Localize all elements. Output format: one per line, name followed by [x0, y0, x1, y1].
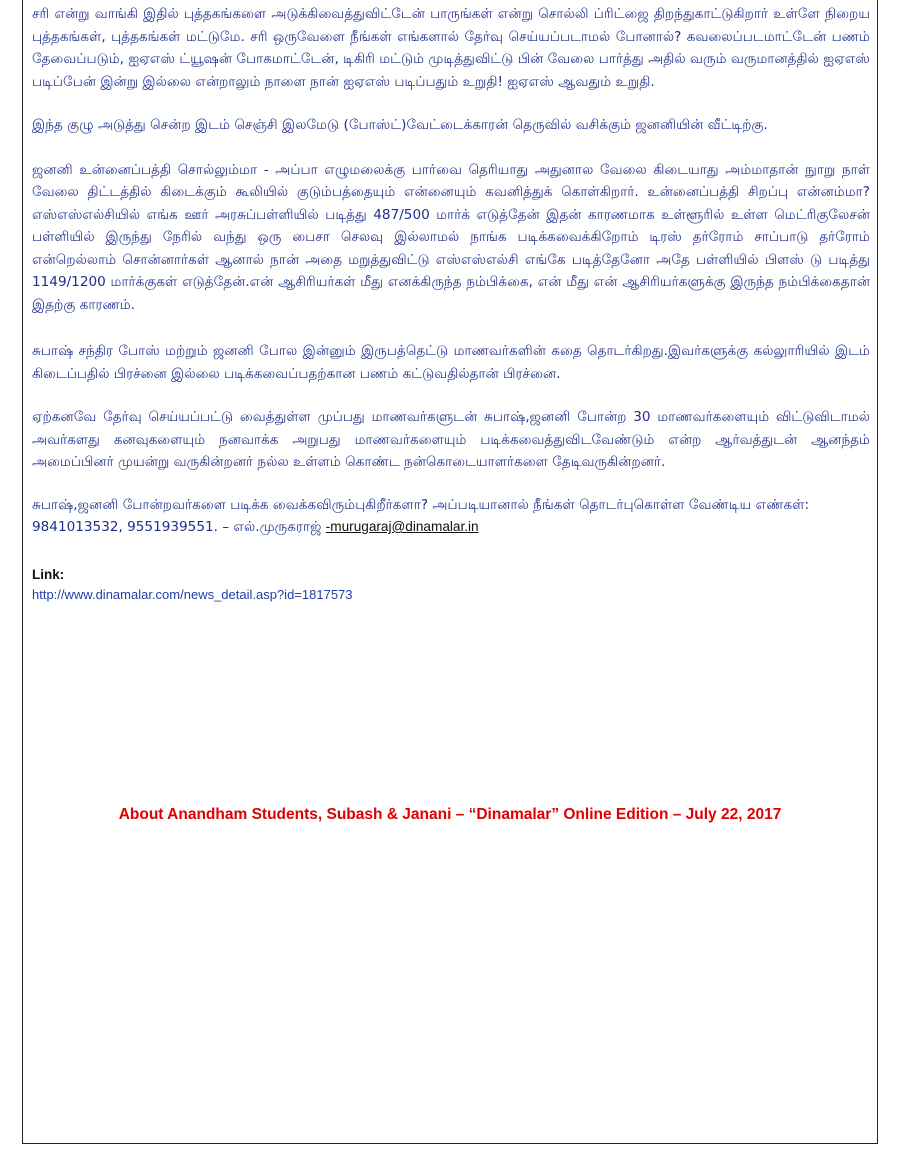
paragraph-anandham-effort: ஏற்கனவே தேர்வு செய்யப்பட்டு வைத்துள்ள முப்பது மாணவர்களுடன் சுபாஷ்,ஜனனி போன்ற 30 மாணவர்களையும் விட்டுவிடாமல் அவர்களது கனவுகளையும் நனவாக்க அறுபது மாணவர்களையும் படிக்கவைத்துவிடவேண்டும் என்ற ஆர்வத்துடன் ஆனந்தம் அமைப்பினர் முயன்று வருகின்றனர் நல்ல உள்ளம் கொண்ட நன்கொடையாளர்களை தேடிவருகின்றனர். — [32, 409, 870, 470]
article-body — [32, 3, 870, 605]
paragraph-students-story: சுபாஷ் சந்திர போஸ் மற்றும் ஜனனி போல இன்னும் இருபத்தெட்டு மாணவர்களின் கதை தொடர்கிறது.இவர்களுக்கு கல்லுாரியில் இடம் கிடைப்பதில் பிரச்னை இல்லை படிக்கவைப்பதற்கான பணம் கட்டுவதில்தான் பிரச்னை. — [32, 343, 870, 382]
paragraph-contact — [32, 494, 870, 539]
source-url-link[interactable]: http://www.dinamalar.com/news_detail.asp?id=1817573 — [32, 586, 353, 602]
paragraph-janani-story: ஜனனி உன்னைப்பத்தி சொல்லும்மா - அப்பா எழுமலைக்கு பார்வை தெரியாது அதுனால வேலை கிடையாது அம்மாதான் நுாறு நாள் வேலை திட்டத்தில் கிடைக்கும் கூலியில் குடும்பத்தையும் என்னையும் கவனித்துக் கொள்கிறார். உன்னைப்பத்தி சிறப்பு என்னம்மா? எஸ்எஸ்எல்சியில் எங்க ஊர் அரசுப்பள்ளியில் படித்து 487/500 மார்க் எடுத்தேன் இதன் காரணமாக உள்ளூரில் உள்ள மெட்ரிகுலேசன் பள்ளியில் இருந்து நேரில் வந்து ஒரு பைசா செலவு இல்லாமல் நாங்க படிக்கவைக்கிறோம் டிரஸ் தர்ரோம் சாப்பாடு தர்ரோம் என்றெல்லாம் சொன்னார்கள் ஆனால் நான் அதை மறுத்துவிட்டு எஸ்எஸ்எல்சி எங்கே படித்தேனோ அதே பள்ளியில் பிளஸ் டு படித்து 1149/1200 மார்க்குகள் எடுத்தேன்.என் ஆசிரியர்கள் மீது எனக்கிருந்த நம்பிக்கை, என் மீது என் ஆசிரியர்களுக்கு இருந்த நம்பிக்கைதான் இதற்கு காரணம். — [32, 161, 870, 313]
contact-text: சுபாஷ்,ஜனனி போன்றவர்களை படிக்க வைக்கவிரும்புகிறீர்களா? அப்படியானால் நீங்கள் தொடர்புகொள்ள வேண்டிய எண்கள்: 9841013532, 9551939551. – எல்.முருகராஜ் — [32, 496, 810, 535]
link-block — [32, 565, 870, 605]
link-label: Link: — [32, 566, 65, 582]
paragraph-fridge-books: சரி என்று வாங்கி இதில் புத்தகங்களை அடுக்கிவைத்துவிட்டேன் பாருங்கள் என்று சொல்லி ப்ரிட்ஜை திறந்துகாட்டுகிறார் உள்ளே நிறைய புத்தகங்கள், புத்தகங்கள் மட்டுமே. சரி ஒருவேளை நீங்கள் எங்களால் தேர்வு செய்யப்படாமல் போனால்? கவலைப்படமாட்டேன் பணம் தேவைப்படும், ஐஏஎஸ் ட்யூஷன் போகமாட்டேன், டிகிரி மட்டும் முடித்துவிட்டு பின் வேலை பார்த்து அதில் வரும் வருமானத்தில் ஐஏஎஸ் படிப்பேன் இன்று இல்லை என்றாலும் நாளை நான் ஐஏஎஸ் படிப்பதும் உறுதி! ஐஏஎஸ் ஆவதும் உறுதி. — [32, 6, 870, 90]
paragraph-janani-house: இந்த குழு அடுத்து சென்ற இடம் செஞ்சி இலமேடு (போஸ்ட்)வேட்டைக்காரன் தெருவில் வசிக்கும் ஜனனியின் வீட்டிற்கு. — [32, 117, 768, 133]
document-caption: About Anandham Students, Subash & Janani – “Dinamalar” Online Edition – July 22, 2017 — [118, 806, 782, 823]
email-link[interactable]: -murugaraj@dinamalar.in — [325, 519, 479, 534]
